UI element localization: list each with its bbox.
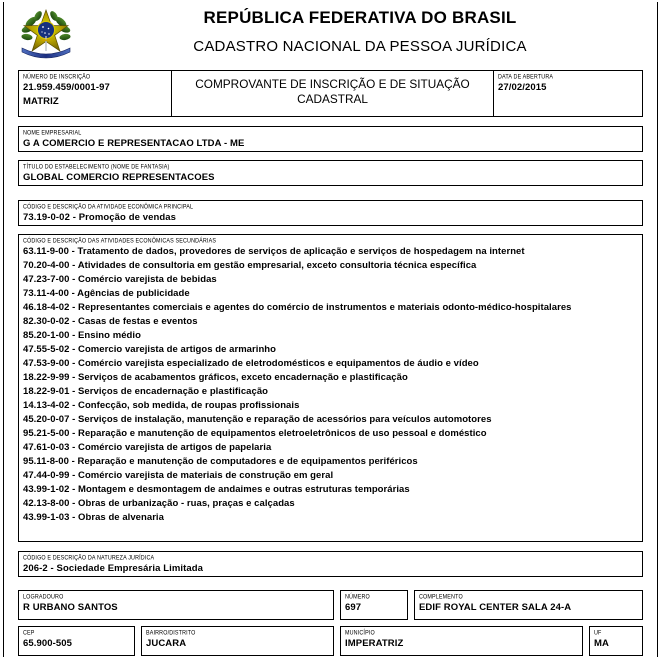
field-natureza-juridica [18, 551, 643, 577]
field-cep [18, 626, 135, 656]
atividade-secundaria-item: 18.22-9-99 - Serviços de acabamentos gráficos, exceto encadernação e plastificação [23, 372, 408, 383]
atividade-secundaria-item: 47.55-5-02 - Comercio varejista de artigos de armarinho [23, 344, 277, 355]
page-subtitle: CADASTRO NACIONAL DA PESSOA JURÍDICA [193, 38, 527, 55]
field-atividades-secundarias [18, 234, 643, 542]
atividade-secundaria-item: 70.20-4-00 - Atividades de consultoria em gestão empresarial, exceto consultoria técnica específica [23, 260, 477, 271]
field-caption: CÓDIGO E DESCRIÇÃO DAS ATIVIDADES ECONÔMICAS SECUNDÁRIAS [23, 237, 217, 245]
atividade-secundaria-item: 95.11-8-00 - Reparação e manutenção de computadores e de equipamentos periféricos [23, 456, 418, 467]
field-caption: NÚMERO DE INSCRIÇÃO [23, 73, 91, 81]
field-caption: TÍTULO DO ESTABELECIMENTO (NOME DE FANTASIA) [23, 163, 170, 171]
field-nome-empresarial [18, 126, 643, 152]
field-caption: UF [594, 629, 602, 637]
atividade-secundaria-item: 14.13-4-02 - Confecção, sob medida, de roupas profissionais [23, 400, 300, 411]
field-value-cep: 65.900-505 [23, 638, 73, 649]
atividade-secundaria-item: 42.13-8-00 - Obras de urbanização - ruas, praças e calçadas [23, 498, 295, 509]
field-caption: DATA DE ABERTURA [498, 73, 554, 81]
field-titulo-estabelecimento [18, 160, 643, 186]
field-value-tipo: MATRIZ [23, 96, 59, 107]
field-caption: CÓDIGO E DESCRIÇÃO DA ATIVIDADE ECONÔMICA PRINCIPAL [23, 203, 194, 211]
atividade-secundaria-item: 47.61-0-03 - Comércio varejista de artigos de papelaria [23, 442, 272, 453]
atividade-secundaria-item: 47.44-0-99 - Comércio varejista de materiais de construção em geral [23, 470, 334, 481]
document-header [4, 2, 657, 66]
document-page [3, 2, 658, 657]
field-value-nome: G A COMERCIO E REPRESENTACAO LTDA - ME [23, 138, 245, 149]
atividade-secundaria-item: 47.53-9-00 - Comércio varejista especializado de eletrodomésticos e equipamentos de áudio e vídeo [23, 358, 479, 369]
field-municipio [340, 626, 583, 656]
atividade-secundaria-item: 63.11-9-00 - Tratamento de dados, provedores de serviços de aplicação e serviços de hospedagem na internet [23, 246, 525, 257]
comprovante-heading: COMPROVANTE DE INSCRIÇÃO E DE SITUAÇÃO CADASTRAL [195, 77, 470, 106]
brazil-coat-of-arms-icon [18, 6, 74, 62]
field-comprovante-title [172, 70, 494, 117]
field-value-complemento: EDIF ROYAL CENTER SALA 24-A [419, 602, 572, 613]
field-caption: MUNICÍPIO [345, 629, 375, 637]
atividade-secundaria-item: 95.21-5-00 - Reparação e manutenção de equipamentos eletroeletrônicos de uso pessoal e doméstico [23, 428, 487, 439]
field-value-natureza: 206-2 - Sociedade Empresária Limitada [23, 563, 204, 574]
header-titles [80, 2, 640, 55]
field-caption: NÚMERO [345, 593, 370, 601]
field-complemento [414, 590, 643, 620]
atividade-secundaria-item: 73.11-4-00 - Agências de publicidade [23, 288, 190, 299]
field-caption: COMPLEMENTO [419, 593, 463, 601]
atividade-secundaria-item: 18.22-9-01 - Serviços de encadernação e plastificação [23, 386, 269, 397]
atividade-secundaria-item: 43.99-1-02 - Montagem e desmontagem de andaimes e outras estruturas temporárias [23, 484, 410, 495]
field-logradouro [18, 590, 334, 620]
atividades-secundarias-list [19, 244, 642, 525]
field-caption: LOGRADOURO [23, 593, 64, 601]
field-caption: BAIRRO/DISTRITO [146, 629, 196, 637]
field-value-atividade-principal: 73.19-0-02 - Promoção de vendas [23, 212, 177, 223]
atividade-secundaria-item: 46.18-4-02 - Representantes comerciais e agentes do comércio de instrumentos e materiais odonto-médico-hospitalares [23, 302, 572, 313]
field-value-uf: MA [594, 638, 609, 649]
atividade-secundaria-item: 85.20-1-00 - Ensino médio [23, 330, 141, 341]
field-numero-inscricao [18, 70, 172, 117]
field-value-municipio: IMPERATRIZ [345, 638, 404, 649]
field-caption: CÓDIGO E DESCRIÇÃO DA NATUREZA JURÍDICA [23, 554, 155, 562]
field-value-bairro: JUCARA [146, 638, 187, 649]
field-data-abertura [494, 70, 643, 117]
field-value-data: 27/02/2015 [498, 82, 547, 93]
field-numero [340, 590, 408, 620]
field-caption: CEP [23, 629, 35, 637]
page-title: REPÚBLICA FEDERATIVA DO BRASIL [203, 8, 517, 27]
atividade-secundaria-item: 43.99-1-03 - Obras de alvenaria [23, 512, 164, 523]
atividade-secundaria-item: 47.23-7-00 - Comércio varejista de bebidas [23, 274, 217, 285]
field-value-inscricao: 21.959.459/0001-97 [23, 82, 110, 93]
atividade-secundaria-item: 82.30-0-02 - Casas de festas e eventos [23, 316, 198, 327]
field-value-logradouro: R URBANO SANTOS [23, 602, 118, 613]
field-bairro-distrito [141, 626, 334, 656]
field-uf [589, 626, 643, 656]
field-atividade-principal [18, 200, 643, 226]
field-caption: NOME EMPRESARIAL [23, 129, 82, 137]
field-value-numero: 697 [345, 602, 362, 613]
atividade-secundaria-item: 45.20-0-07 - Serviços de instalação, manutenção e reparação de acessórios para veículos automotores [23, 414, 492, 425]
field-value-titulo: GLOBAL COMERCIO REPRESENTACOES [23, 172, 215, 183]
